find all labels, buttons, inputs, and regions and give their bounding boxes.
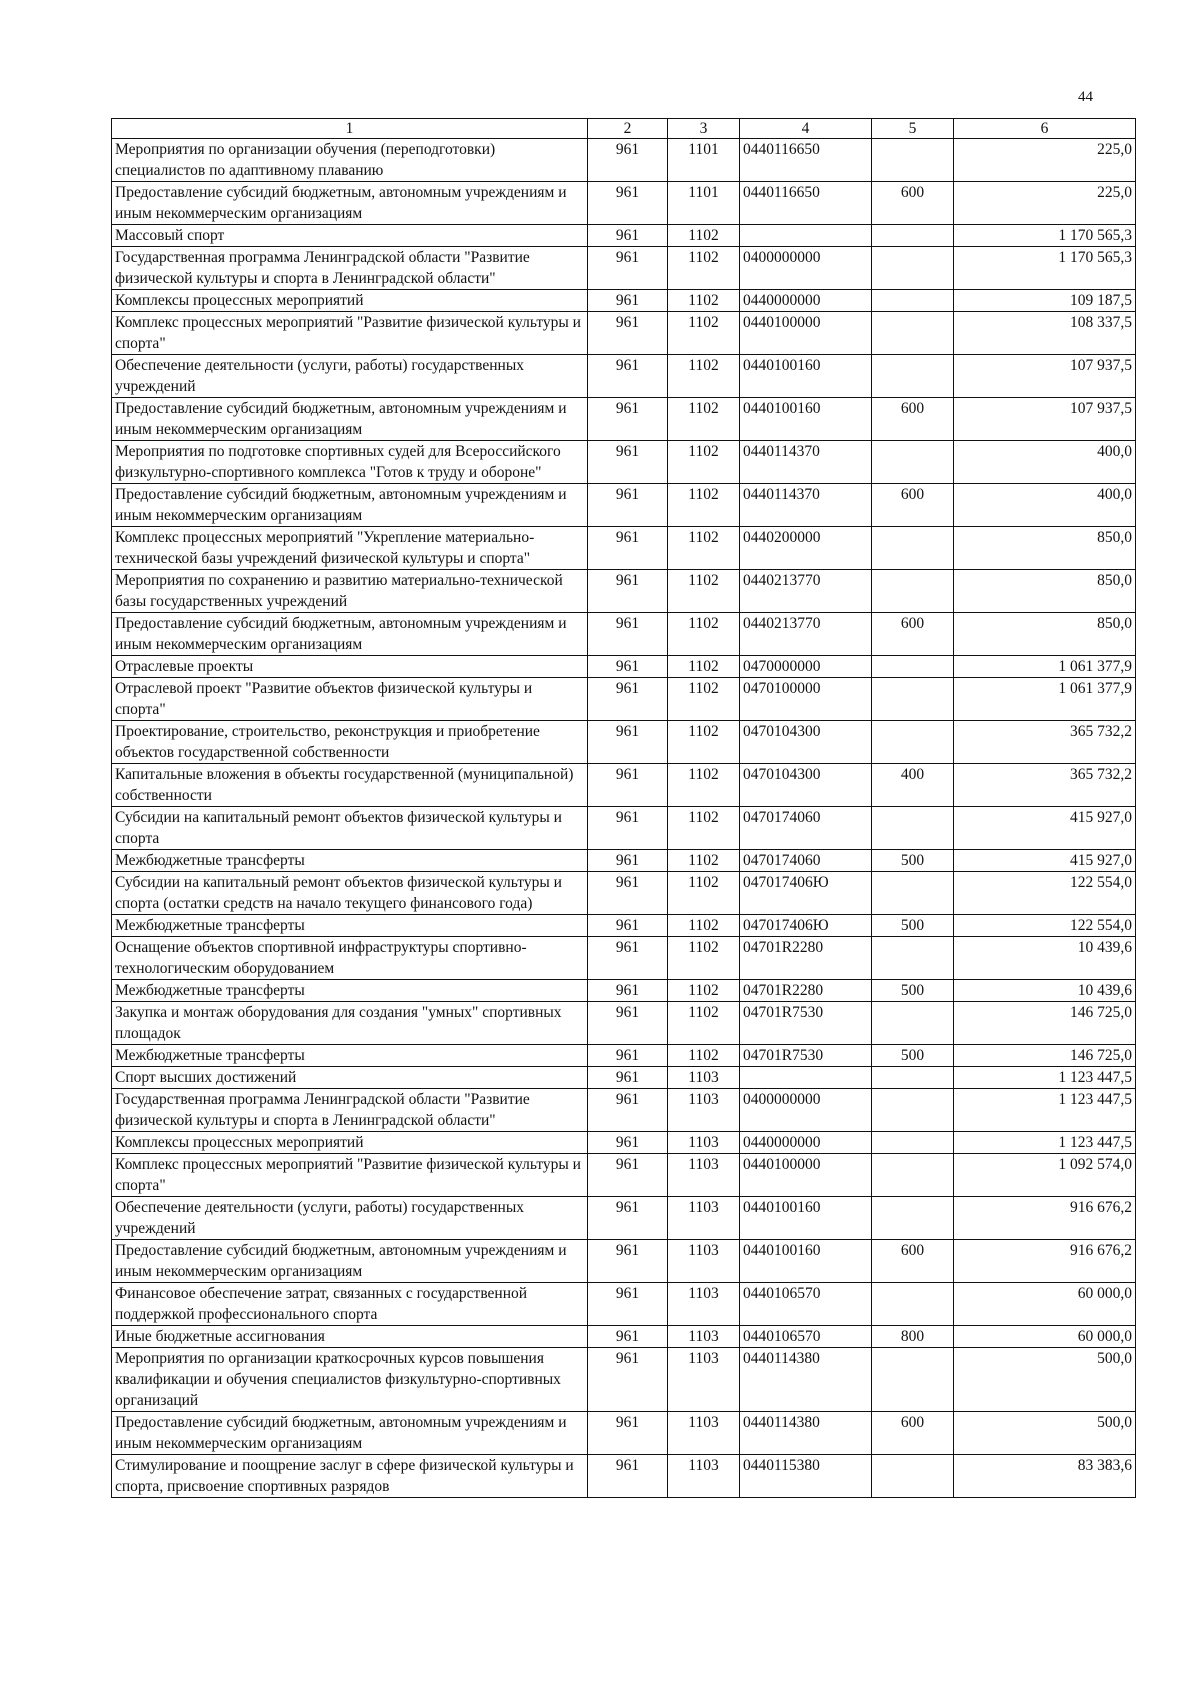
row-gr-code-cell: 961 (588, 1089, 668, 1132)
table-row (112, 1412, 1136, 1455)
row-target-code-cell: 0440100160 (740, 1240, 872, 1283)
row-amount-cell: 10 439,6 (954, 980, 1136, 1002)
table-row (112, 937, 1136, 980)
page-number: 44 (1078, 89, 1093, 105)
table-row (112, 980, 1136, 1002)
row-expense-type-cell: 500 (872, 980, 954, 1002)
row-target-code-cell: 047017406Ю (740, 915, 872, 937)
row-name-cell: Комплекс процессных мероприятий "Развитие физической культуры и спорта" (112, 312, 588, 355)
row-gr-code-cell: 961 (588, 678, 668, 721)
row-section-code-cell: 1102 (668, 290, 740, 312)
row-target-code-cell: 0470174060 (740, 850, 872, 872)
row-amount-cell: 60 000,0 (954, 1326, 1136, 1348)
row-expense-type-cell (872, 937, 954, 980)
row-gr-code-cell: 961 (588, 1348, 668, 1412)
row-expense-type-cell: 500 (872, 850, 954, 872)
row-gr-code-cell: 961 (588, 1455, 668, 1498)
row-target-code-cell: 0440100160 (740, 355, 872, 398)
row-gr-code-cell: 961 (588, 613, 668, 656)
table-row (112, 1132, 1136, 1154)
row-target-code-cell: 0400000000 (740, 1089, 872, 1132)
table-row (112, 1348, 1136, 1412)
row-expense-type-cell (872, 1089, 954, 1132)
row-amount-cell: 500,0 (954, 1348, 1136, 1412)
row-name-cell: Мероприятия по организации краткосрочных курсов повышения квалификации и обучения специалистов физкультурно-спортивных организаций (112, 1348, 588, 1412)
row-expense-type-cell (872, 247, 954, 290)
row-section-code-cell: 1102 (668, 872, 740, 915)
row-gr-code-cell: 961 (588, 312, 668, 355)
row-expense-type-cell (872, 139, 954, 182)
row-amount-cell: 850,0 (954, 527, 1136, 570)
row-amount-cell: 400,0 (954, 441, 1136, 484)
row-gr-code-cell: 961 (588, 721, 668, 764)
row-section-code-cell: 1102 (668, 980, 740, 1002)
row-name-cell: Комплекс процессных мероприятий "Развитие физической культуры и спорта" (112, 1154, 588, 1197)
row-section-code-cell: 1103 (668, 1348, 740, 1412)
row-amount-cell: 850,0 (954, 613, 1136, 656)
row-section-code-cell: 1102 (668, 656, 740, 678)
row-expense-type-cell (872, 1002, 954, 1045)
row-target-code-cell: 04701R2280 (740, 937, 872, 980)
row-section-code-cell: 1102 (668, 1002, 740, 1045)
row-section-code-cell: 1102 (668, 225, 740, 247)
row-name-cell: Комплексы процессных мероприятий (112, 1132, 588, 1154)
row-amount-cell: 10 439,6 (954, 937, 1136, 980)
row-target-code-cell: 0440100160 (740, 1197, 872, 1240)
row-section-code-cell: 1103 (668, 1089, 740, 1132)
row-target-code-cell: 04701R7530 (740, 1045, 872, 1067)
row-target-code-cell: 0440114380 (740, 1412, 872, 1455)
row-gr-code-cell: 961 (588, 1283, 668, 1326)
row-name-cell: Капитальные вложения в объекты государственной (муниципальной) собственности (112, 764, 588, 807)
row-expense-type-cell (872, 441, 954, 484)
row-amount-cell: 400,0 (954, 484, 1136, 527)
row-expense-type-cell (872, 1348, 954, 1412)
table-row (112, 1154, 1136, 1197)
row-section-code-cell: 1102 (668, 850, 740, 872)
row-target-code-cell: 0440114370 (740, 484, 872, 527)
row-gr-code-cell: 961 (588, 139, 668, 182)
row-gr-code-cell: 961 (588, 656, 668, 678)
row-amount-cell: 916 676,2 (954, 1197, 1136, 1240)
row-amount-cell: 146 725,0 (954, 1045, 1136, 1067)
row-target-code-cell: 0440116650 (740, 182, 872, 225)
row-amount-cell: 1 092 574,0 (954, 1154, 1136, 1197)
row-name-cell: Иные бюджетные ассигнования (112, 1326, 588, 1348)
row-gr-code-cell: 961 (588, 980, 668, 1002)
row-expense-type-cell (872, 1067, 954, 1089)
row-gr-code-cell: 961 (588, 1154, 668, 1197)
header-col-5: 5 (872, 119, 954, 139)
row-gr-code-cell: 961 (588, 398, 668, 441)
row-name-cell: Государственная программа Ленинградской области "Развитие физической культуры и спорта в Ленинградской области" (112, 1089, 588, 1132)
row-name-cell: Комплекс процессных мероприятий "Укрепление материально-технической базы учреждений физической культуры и спорта" (112, 527, 588, 570)
row-gr-code-cell: 961 (588, 1240, 668, 1283)
row-expense-type-cell: 600 (872, 1240, 954, 1283)
row-gr-code-cell: 961 (588, 1132, 668, 1154)
row-amount-cell: 108 337,5 (954, 312, 1136, 355)
row-gr-code-cell: 961 (588, 182, 668, 225)
row-amount-cell: 415 927,0 (954, 850, 1136, 872)
row-gr-code-cell: 961 (588, 570, 668, 613)
table-row (112, 1002, 1136, 1045)
row-name-cell: Отраслевые проекты (112, 656, 588, 678)
row-expense-type-cell: 600 (872, 484, 954, 527)
row-section-code-cell: 1101 (668, 139, 740, 182)
row-expense-type-cell (872, 872, 954, 915)
row-name-cell: Предоставление субсидий бюджетным, автономным учреждениям и иным некоммерческим организациям (112, 1240, 588, 1283)
row-section-code-cell: 1102 (668, 764, 740, 807)
row-name-cell: Предоставление субсидий бюджетным, автономным учреждениям и иным некоммерческим организациям (112, 613, 588, 656)
table-row (112, 721, 1136, 764)
row-amount-cell: 1 123 447,5 (954, 1067, 1136, 1089)
table-row (112, 678, 1136, 721)
row-amount-cell: 500,0 (954, 1412, 1136, 1455)
row-name-cell: Предоставление субсидий бюджетным, автономным учреждениям и иным некоммерческим организациям (112, 1412, 588, 1455)
row-expense-type-cell (872, 1197, 954, 1240)
row-section-code-cell: 1103 (668, 1154, 740, 1197)
row-target-code-cell: 0440100000 (740, 312, 872, 355)
table-row (112, 764, 1136, 807)
row-amount-cell: 1 170 565,3 (954, 225, 1136, 247)
row-gr-code-cell: 961 (588, 247, 668, 290)
row-expense-type-cell: 400 (872, 764, 954, 807)
row-section-code-cell: 1102 (668, 1045, 740, 1067)
row-target-code-cell: 0440000000 (740, 290, 872, 312)
row-target-code-cell: 0470000000 (740, 656, 872, 678)
row-target-code-cell: 047017406Ю (740, 872, 872, 915)
table-body (112, 139, 1136, 1498)
header-col-6: 6 (954, 119, 1136, 139)
table-row (112, 1326, 1136, 1348)
row-expense-type-cell (872, 570, 954, 613)
row-section-code-cell: 1102 (668, 915, 740, 937)
row-section-code-cell: 1103 (668, 1240, 740, 1283)
row-amount-cell: 225,0 (954, 139, 1136, 182)
row-section-code-cell: 1102 (668, 527, 740, 570)
row-section-code-cell: 1102 (668, 398, 740, 441)
row-amount-cell: 1 061 377,9 (954, 656, 1136, 678)
row-amount-cell: 365 732,2 (954, 721, 1136, 764)
row-target-code-cell: 0440106570 (740, 1283, 872, 1326)
row-name-cell: Стимулирование и поощрение заслуг в сфере физической культуры и спорта, присвоение спортивных разрядов (112, 1455, 588, 1498)
table-row (112, 807, 1136, 850)
header-col-3: 3 (668, 119, 740, 139)
row-amount-cell: 850,0 (954, 570, 1136, 613)
row-amount-cell: 365 732,2 (954, 764, 1136, 807)
row-amount-cell: 1 170 565,3 (954, 247, 1136, 290)
row-expense-type-cell: 500 (872, 1045, 954, 1067)
row-target-code-cell: 0440100160 (740, 398, 872, 441)
table-row (112, 484, 1136, 527)
row-amount-cell: 83 383,6 (954, 1455, 1136, 1498)
row-target-code-cell: 0440213770 (740, 613, 872, 656)
row-name-cell: Мероприятия по сохранению и развитию материально-технической базы государственных учреждений (112, 570, 588, 613)
row-section-code-cell: 1102 (668, 441, 740, 484)
row-name-cell: Субсидии на капитальный ремонт объектов физической культуры и спорта (112, 807, 588, 850)
row-expense-type-cell: 600 (872, 398, 954, 441)
row-section-code-cell: 1102 (668, 484, 740, 527)
row-gr-code-cell: 961 (588, 937, 668, 980)
row-expense-type-cell (872, 312, 954, 355)
row-gr-code-cell: 961 (588, 807, 668, 850)
row-expense-type-cell: 600 (872, 613, 954, 656)
row-expense-type-cell (872, 656, 954, 678)
table-row (112, 915, 1136, 937)
table-row (112, 527, 1136, 570)
row-gr-code-cell: 961 (588, 872, 668, 915)
row-name-cell: Субсидии на капитальный ремонт объектов физической культуры и спорта (остатки средств на начало текущего финансового года) (112, 872, 588, 915)
row-section-code-cell: 1102 (668, 355, 740, 398)
header-col-1: 1 (112, 119, 588, 139)
row-amount-cell: 107 937,5 (954, 355, 1136, 398)
row-name-cell: Предоставление субсидий бюджетным, автономным учреждениям и иным некоммерческим организациям (112, 484, 588, 527)
row-section-code-cell: 1103 (668, 1412, 740, 1455)
row-name-cell: Массовый спорт (112, 225, 588, 247)
row-target-code-cell: 0440200000 (740, 527, 872, 570)
row-gr-code-cell: 961 (588, 1002, 668, 1045)
row-target-code-cell: 0440114380 (740, 1348, 872, 1412)
row-name-cell: Финансовое обеспечение затрат, связанных с государственной поддержкой профессионального спорта (112, 1283, 588, 1326)
row-gr-code-cell: 961 (588, 441, 668, 484)
table-row (112, 1240, 1136, 1283)
row-name-cell: Межбюджетные трансферты (112, 850, 588, 872)
row-gr-code-cell: 961 (588, 1045, 668, 1067)
row-section-code-cell: 1103 (668, 1197, 740, 1240)
row-expense-type-cell (872, 225, 954, 247)
row-name-cell: Закупка и монтаж оборудования для создания "умных" спортивных площадок (112, 1002, 588, 1045)
table-row (112, 139, 1136, 182)
row-expense-type-cell (872, 1455, 954, 1498)
row-gr-code-cell: 961 (588, 915, 668, 937)
row-expense-type-cell (872, 1154, 954, 1197)
row-target-code-cell: 0470104300 (740, 721, 872, 764)
row-target-code-cell: 0440116650 (740, 139, 872, 182)
row-section-code-cell: 1102 (668, 312, 740, 355)
row-section-code-cell: 1101 (668, 182, 740, 225)
row-gr-code-cell: 961 (588, 1412, 668, 1455)
row-gr-code-cell: 961 (588, 1326, 668, 1348)
row-section-code-cell: 1102 (668, 678, 740, 721)
table-row (112, 312, 1136, 355)
table-row (112, 1089, 1136, 1132)
row-target-code-cell: 0470104300 (740, 764, 872, 807)
table-row (112, 656, 1136, 678)
row-amount-cell: 1 123 447,5 (954, 1089, 1136, 1132)
row-gr-code-cell: 961 (588, 527, 668, 570)
row-gr-code-cell: 961 (588, 850, 668, 872)
row-name-cell: Отраслевой проект "Развитие объектов физической культуры и спорта" (112, 678, 588, 721)
row-section-code-cell: 1102 (668, 570, 740, 613)
row-expense-type-cell (872, 527, 954, 570)
row-name-cell: Межбюджетные трансферты (112, 915, 588, 937)
row-name-cell: Комплексы процессных мероприятий (112, 290, 588, 312)
table-row (112, 182, 1136, 225)
row-target-code-cell: 0440115380 (740, 1455, 872, 1498)
row-expense-type-cell: 600 (872, 1412, 954, 1455)
table-row (112, 570, 1136, 613)
row-amount-cell: 146 725,0 (954, 1002, 1136, 1045)
row-gr-code-cell: 961 (588, 355, 668, 398)
row-name-cell: Межбюджетные трансферты (112, 1045, 588, 1067)
budget-table (111, 118, 1136, 1498)
row-target-code-cell: 04701R2280 (740, 980, 872, 1002)
table-row (112, 355, 1136, 398)
row-target-code-cell: 0470100000 (740, 678, 872, 721)
row-amount-cell: 1 123 447,5 (954, 1132, 1136, 1154)
row-amount-cell: 60 000,0 (954, 1283, 1136, 1326)
row-section-code-cell: 1102 (668, 937, 740, 980)
row-name-cell: Обеспечение деятельности (услуги, работы) государственных учреждений (112, 1197, 588, 1240)
header-col-2: 2 (588, 119, 668, 139)
row-target-code-cell: 0440000000 (740, 1132, 872, 1154)
row-target-code-cell: 0440106570 (740, 1326, 872, 1348)
row-expense-type-cell (872, 721, 954, 764)
table-row (112, 1455, 1136, 1498)
table-row (112, 398, 1136, 441)
row-gr-code-cell: 961 (588, 764, 668, 807)
row-section-code-cell: 1102 (668, 721, 740, 764)
row-expense-type-cell (872, 1132, 954, 1154)
row-gr-code-cell: 961 (588, 1067, 668, 1089)
row-name-cell: Мероприятия по подготовке спортивных судей для Всероссийского физкультурно-спортивного комплекса "Готов к труду и обороне" (112, 441, 588, 484)
row-section-code-cell: 1103 (668, 1455, 740, 1498)
row-section-code-cell: 1103 (668, 1132, 740, 1154)
row-amount-cell: 1 061 377,9 (954, 678, 1136, 721)
table-row (112, 1283, 1136, 1326)
row-expense-type-cell (872, 355, 954, 398)
table-row (112, 441, 1136, 484)
table-row (112, 247, 1136, 290)
row-section-code-cell: 1103 (668, 1283, 740, 1326)
header-row (112, 119, 1136, 139)
table-row (112, 1045, 1136, 1067)
row-target-code-cell: 0470174060 (740, 807, 872, 850)
row-expense-type-cell: 600 (872, 182, 954, 225)
row-target-code-cell: 0440100000 (740, 1154, 872, 1197)
row-name-cell: Оснащение объектов спортивной инфраструктуры спортивно-технологическим оборудованием (112, 937, 588, 980)
row-name-cell: Государственная программа Ленинградской области "Развитие физической культуры и спорта в Ленинградской области" (112, 247, 588, 290)
row-section-code-cell: 1102 (668, 247, 740, 290)
row-target-code-cell: 0440114370 (740, 441, 872, 484)
header-col-4: 4 (740, 119, 872, 139)
row-name-cell: Предоставление субсидий бюджетным, автономным учреждениям и иным некоммерческим организациям (112, 398, 588, 441)
row-name-cell: Мероприятия по организации обучения (переподготовки) специалистов по адаптивному плаванию (112, 139, 588, 182)
row-name-cell: Спорт высших достижений (112, 1067, 588, 1089)
row-name-cell: Обеспечение деятельности (услуги, работы) государственных учреждений (112, 355, 588, 398)
row-expense-type-cell (872, 290, 954, 312)
row-target-code-cell: 04701R7530 (740, 1002, 872, 1045)
row-expense-type-cell (872, 678, 954, 721)
table-row (112, 850, 1136, 872)
table-row (112, 872, 1136, 915)
row-name-cell: Межбюджетные трансферты (112, 980, 588, 1002)
table-row (112, 1067, 1136, 1089)
table-row (112, 225, 1136, 247)
row-gr-code-cell: 961 (588, 484, 668, 527)
row-name-cell: Проектирование, строительство, реконструкция и приобретение объектов государственной собственности (112, 721, 588, 764)
row-expense-type-cell (872, 807, 954, 850)
table-row (112, 290, 1136, 312)
row-section-code-cell: 1103 (668, 1326, 740, 1348)
table-row (112, 613, 1136, 656)
row-name-cell: Предоставление субсидий бюджетным, автономным учреждениям и иным некоммерческим организациям (112, 182, 588, 225)
row-amount-cell: 122 554,0 (954, 915, 1136, 937)
row-gr-code-cell: 961 (588, 1197, 668, 1240)
row-amount-cell: 225,0 (954, 182, 1136, 225)
row-amount-cell: 109 187,5 (954, 290, 1136, 312)
table-row (112, 1197, 1136, 1240)
row-expense-type-cell: 800 (872, 1326, 954, 1348)
row-amount-cell: 916 676,2 (954, 1240, 1136, 1283)
row-gr-code-cell: 961 (588, 290, 668, 312)
row-amount-cell: 107 937,5 (954, 398, 1136, 441)
row-target-code-cell: 0440213770 (740, 570, 872, 613)
row-amount-cell: 415 927,0 (954, 807, 1136, 850)
row-section-code-cell: 1102 (668, 613, 740, 656)
row-expense-type-cell: 500 (872, 915, 954, 937)
row-amount-cell: 122 554,0 (954, 872, 1136, 915)
row-target-code-cell (740, 1067, 872, 1089)
row-section-code-cell: 1102 (668, 807, 740, 850)
row-expense-type-cell (872, 1283, 954, 1326)
row-section-code-cell: 1103 (668, 1067, 740, 1089)
row-target-code-cell: 0400000000 (740, 247, 872, 290)
row-target-code-cell (740, 225, 872, 247)
row-gr-code-cell: 961 (588, 225, 668, 247)
